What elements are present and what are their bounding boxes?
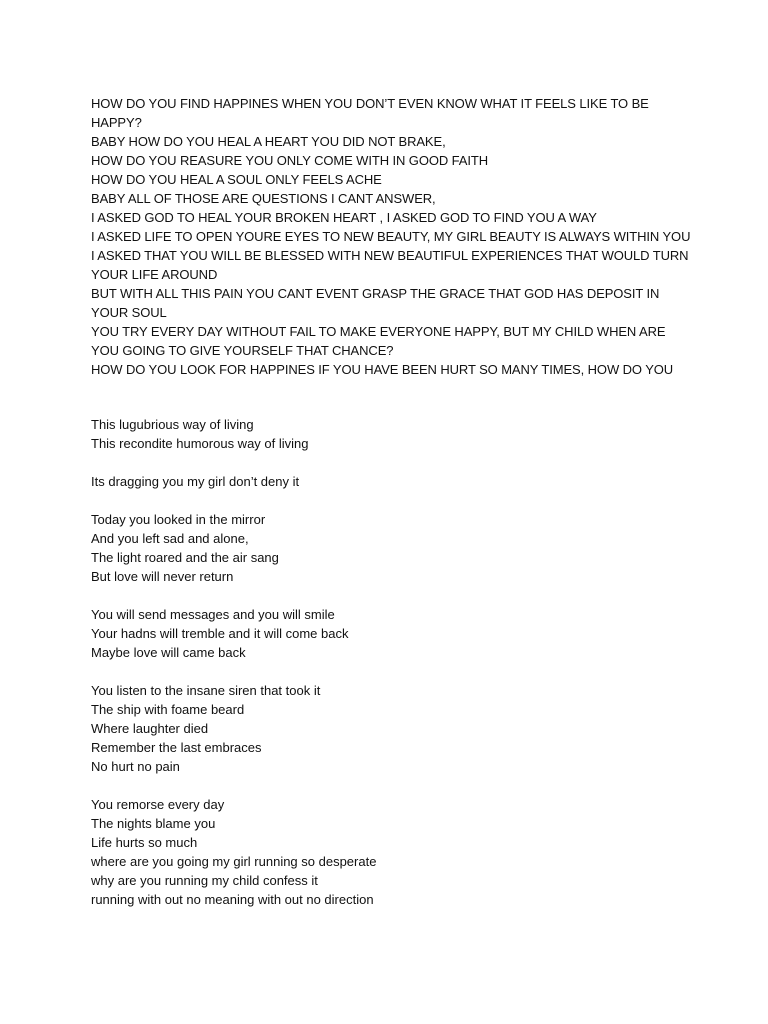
poem-line: But love will never return [91,569,234,584]
intro-line: BUT WITH ALL THIS PAIN YOU CANT EVENT GRASP THE GRACE THAT GOD HAS DEPOSIT IN [91,286,660,301]
stanza-6 [91,795,376,909]
poem-line: running with out no meaning with out no direction [91,892,374,907]
poem-line: You remorse every day [91,797,225,812]
poem-line: Its dragging you my girl don’t deny it [91,474,300,489]
intro-paragraph [91,94,691,379]
poem-line: The nights blame you [91,816,216,831]
poem-line: Today you looked in the mirror [91,512,266,527]
stanza-2 [91,472,299,491]
intro-line: I ASKED LIFE TO OPEN YOURE EYES TO NEW BEAUTY, MY GIRL BEAUTY IS ALWAYS WITHIN YOU [91,229,691,244]
stanza-4 [91,605,348,662]
intro-line: YOU TRY EVERY DAY WITHOUT FAIL TO MAKE EVERYONE HAPPY, BUT MY CHILD WHEN ARE [91,324,666,339]
intro-line: HOW DO YOU HEAL A SOUL ONLY FEELS ACHE [91,172,382,187]
poem-line: This lugubrious way of living [91,417,254,432]
poem-line: The ship with foame beard [91,702,245,717]
intro-line: I ASKED THAT YOU WILL BE BLESSED WITH NEW BEAUTIFUL EXPERIENCES THAT WOULD TURN [91,248,689,263]
poem-line: You will send messages and you will smile [91,607,335,622]
intro-line: YOUR SOUL [91,305,167,320]
stanza-1 [91,415,309,453]
stanza-5 [91,681,320,776]
poem-line: This recondite humorous way of living [91,436,309,451]
poem-line: And you left sad and alone, [91,531,249,546]
poem-line: where are you going my girl running so desperate [91,854,377,869]
intro-line: I ASKED GOD TO HEAL YOUR BROKEN HEART , I ASKED GOD TO FIND YOU A WAY [91,210,597,225]
poem-line: The light roared and the air sang [91,550,279,565]
intro-line: HAPPY? [91,115,142,130]
poem-line: why are you running my child confess it [91,873,318,888]
poem-line: You listen to the insane siren that took it [91,683,321,698]
poem-line: Where laughter died [91,721,209,736]
poem-line: Your hadns will tremble and it will come back [91,626,349,641]
intro-line: HOW DO YOU LOOK FOR HAPPINES IF YOU HAVE BEEN HURT SO MANY TIMES, HOW DO YOU [91,362,674,377]
intro-line: BABY ALL OF THOSE ARE QUESTIONS I CANT ANSWER, [91,191,436,206]
intro-line: YOU GOING TO GIVE YOURSELF THAT CHANCE? [91,343,394,358]
intro-line: YOUR LIFE AROUND [91,267,218,282]
intro-line: HOW DO YOU FIND HAPPINES WHEN YOU DON’T EVEN KNOW WHAT IT FEELS LIKE TO BE [91,96,649,111]
intro-line: HOW DO YOU REASURE YOU ONLY COME WITH IN GOOD FAITH [91,153,488,168]
intro-line: BABY HOW DO YOU HEAL A HEART YOU DID NOT BRAKE, [91,134,446,149]
poem-line: Life hurts so much [91,835,198,850]
poem-line: Remember the last embraces [91,740,262,755]
poem-line: No hurt no pain [91,759,180,774]
poem-line: Maybe love will came back [91,645,246,660]
stanza-3 [91,510,279,586]
